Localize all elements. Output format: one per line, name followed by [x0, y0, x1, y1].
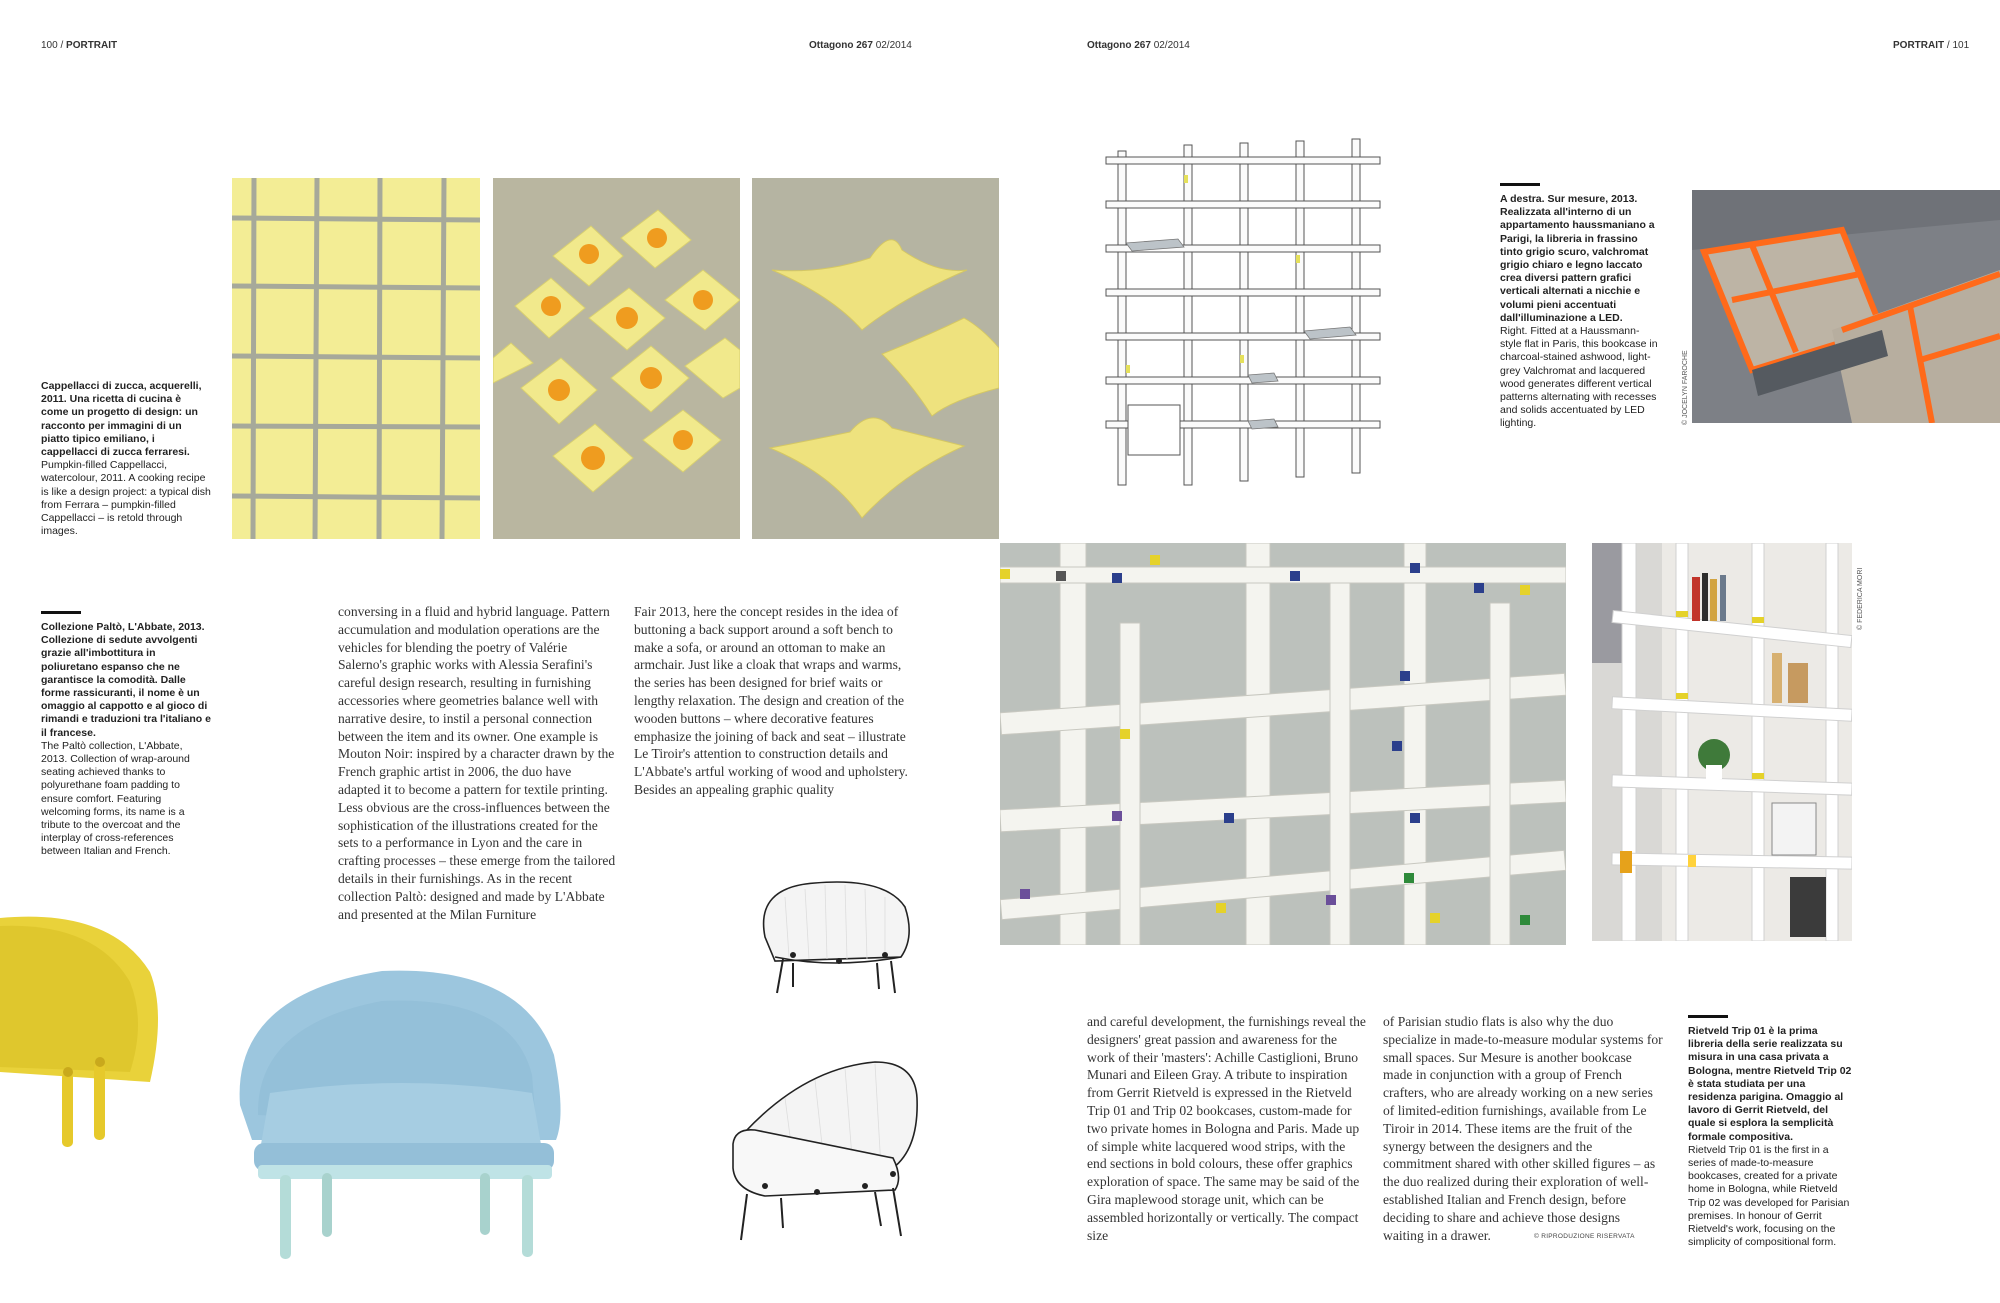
white-shelving-with-books: [1592, 543, 1852, 941]
caption-rule: [41, 611, 81, 614]
caption-rule: [1500, 183, 1540, 186]
yellow-chair-illustration: [0, 912, 165, 1152]
palto-caption: [41, 611, 211, 859]
caption-italian: A destra. Sur mesure, 2013. Realizzata all'interno di un appartamento haussmaniano a Parigi, la libreria in frassino tinto grigio scuro, valchromat grigio chiaro e legno laccato crea diversi pattern grafici verticali alternati a nicchie e volumi pieni accentuati dall'illuminazione a LED.: [1500, 193, 1655, 324]
drawer-photo: [1692, 190, 2000, 423]
sur-mesure-caption: [1500, 183, 1660, 431]
magazine-name: Ottagono 267: [1087, 40, 1151, 51]
body-column-2: Fair 2013, here the concept resides in the idea of buttoning a back support around a soft bench to make a sofa, or around an ottoman to make an armchair. Just like a cloak that wraps and warms, the series has been designed for brief waits or lengthy relaxation. The design and creation of the wooden buttons – where decorative features emphasize the joining of back and seat – illustrate Le Tiroir's attention to construction details and L'Abbate's artful working of wood and upholstery. Besides an appealing graphic quality: [634, 604, 908, 797]
body-column-4: of Parisian studio flats is also why the duo specialize in made-to-measure modular systems for small spaces. Sur Mesure is another bookcase made in conjunction with a group of French crafters, who are already working on a new series of limited-edition furnishings, available from Le Tiroir in 2014. These items are the fruit of the synergy between the designers and the commitment shared with other skilled figures – as the duo realized during their exploration of well-established Italian and French design, before deciding to share and achieve those designs waiting in a drawer.: [1383, 1014, 1663, 1243]
caption-rule: [1688, 1015, 1728, 1018]
left-page-header: 100 / PORTRAIT: [41, 40, 118, 51]
caption-english: Rietveld Trip 01 is the first in a series of made-to-measure bookcases, created for a private home in Bologna, while Rietveld Trip 02 was developed for Parisian premises. In honour of Gerrit Rietveld's work, focusing on the simplicity of compositional form.: [1688, 1143, 1850, 1249]
folded-triangles-illustration: [752, 178, 999, 539]
left-section-name: PORTRAIT: [66, 40, 118, 51]
pasta-grid-illustration: [232, 178, 480, 539]
caption-italian: Cappellacci di zucca, acquerelli, 2011. Una ricetta di cucina è come un progetto di design: un racconto per immagini di un piatto tipico emiliano, i cappellacci di zucca ferraresi.: [41, 380, 202, 459]
caption-english: The Paltò collection, L'Abbate, 2013. Collection of wrap-around seating achieved thanks to polyurethane foam padding to ensure comfort. Featuring welcoming forms, its name is a tribute to the overcoat and the interplay of cross-references between Italian and French.: [41, 739, 190, 858]
caption-italian: Rietveld Trip 01 è la prima libreria della serie realizzata su misura in una casa privata a Bologna, mentre Rietveld Trip 02 è stata studiata per una residenza parigina. Omaggio al lavoro di Gerrit Rietveld, del quale si esplora la semplicità formale compositiva.: [1688, 1025, 1852, 1143]
rietveld-watercolor: [1000, 543, 1566, 945]
right-page-header: PORTRAIT / 101: [1893, 40, 1970, 51]
filled-squares-illustration: [493, 178, 740, 539]
yellow-chair-photo: [0, 912, 165, 1152]
rietveld-caption: [1688, 1015, 1853, 1249]
bookcase-3d-illustration: [1098, 135, 1388, 495]
copyright-notice: © RIPRODUZIONE RISERVATA: [1534, 1233, 1635, 1240]
rietveld-lattice-illustration: [1000, 543, 1566, 945]
right-magazine-id: [1087, 40, 1190, 51]
chair-sketch-side: [725, 1058, 920, 1243]
magazine-name: Ottagono 267: [809, 40, 873, 51]
right-section-name: PORTRAIT: [1893, 40, 1945, 51]
shelf-photo-credit: © FEDERICA MORI: [1857, 567, 1864, 630]
cappellacci-caption: [41, 380, 211, 538]
filled-pasta-watercolor: [493, 178, 740, 539]
palto-sofa-photo: [232, 965, 572, 1265]
magazine-issue: 02/2014: [1153, 40, 1190, 51]
drawer-photo-credit: © JOCELYN FAROCHE: [1682, 350, 1689, 425]
body-column-1: conversing in a fluid and hybrid language. Pattern accumulation and modulation operations are the vehicles for blending the poetry of Valérie Salerno's graphic works with Alessia Serafini's careful design research, resulting in furnishing accessories where geometries balance well with narrative desire, to instil a personal connection between the item and its owner. One example is Mouton Noir: inspired by a character drawn by the French graphic artist in 2006, the duo have adapted it to become a pattern for textile printing. Less obvious are the cross-influences between the sophistication of the illustrations created for the sets to a performance in Lyon and the care in crafting processes – these emerge from the tailored details in their furnishings. As in the recent collection Paltò: designed and made by L'Abbate and presented at the Milan Furniture: [338, 604, 616, 922]
blue-sofa-illustration: [232, 965, 572, 1265]
chair-line-drawing-top: [755, 877, 915, 997]
caption-italian: Collezione Paltò, L'Abbate, 2013. Collezione di sedute avvolgenti grazie all'imbottitura in poliuretano espanso che ne garantisce la comodità. Dalle forme rassicuranti, il nome è un omaggio al cappotto e al gioco di rimandi e traduzioni tra l'italiano e il francese.: [41, 621, 211, 739]
left-page-number: 100: [41, 40, 58, 51]
pasta-sheet-watercolor: [232, 178, 480, 539]
bookcase-line-drawing: [1098, 135, 1388, 495]
drawer-with-orange-dividers: [1692, 190, 2000, 423]
chair-sketch-front: [755, 877, 915, 997]
rietveld-shelf-photo: [1592, 543, 1852, 941]
body-column-3: and careful development, the furnishings reveal the designers' great passion and awareness for the work of their 'masters': Achille Castiglioni, Bruno Munari and Eileen Gray. A tribute to inspiration from Gerrit Rietveld is expressed in the Rietveld Trip 01 and Trip 02 bookcases, custom-made for two private homes in Bologna and Paris. Made up of simple white lacquered wood strips, with the end sections in bold colours, these offer graphics exploration of space. The same may be said of the Gira maplewood storage unit, which can be assembled horizontally or vertically. The compact size: [1087, 1014, 1366, 1243]
chair-line-drawing-bottom: [725, 1058, 920, 1243]
caption-english: Pumpkin-filled Cappellacci, watercolour, 2011. A cooking recipe is like a design project: a typical dish from Ferrara – pumpkin-filled Cappellacci – is retold through images.: [41, 459, 211, 538]
right-page-number: 101: [1952, 40, 1970, 51]
magazine-issue: 02/2014: [875, 40, 912, 51]
folded-pasta-watercolor: [752, 178, 999, 539]
left-magazine-id: [809, 40, 912, 51]
caption-english: Right. Fitted at a Haussmann-style flat in Paris, this bookcase in charcoal-stained ashwood, light-grey Valchromat and lacquered wood generates different vertical patterns alternating with recesses and solids accentuated by LED lighting.: [1500, 325, 1658, 430]
